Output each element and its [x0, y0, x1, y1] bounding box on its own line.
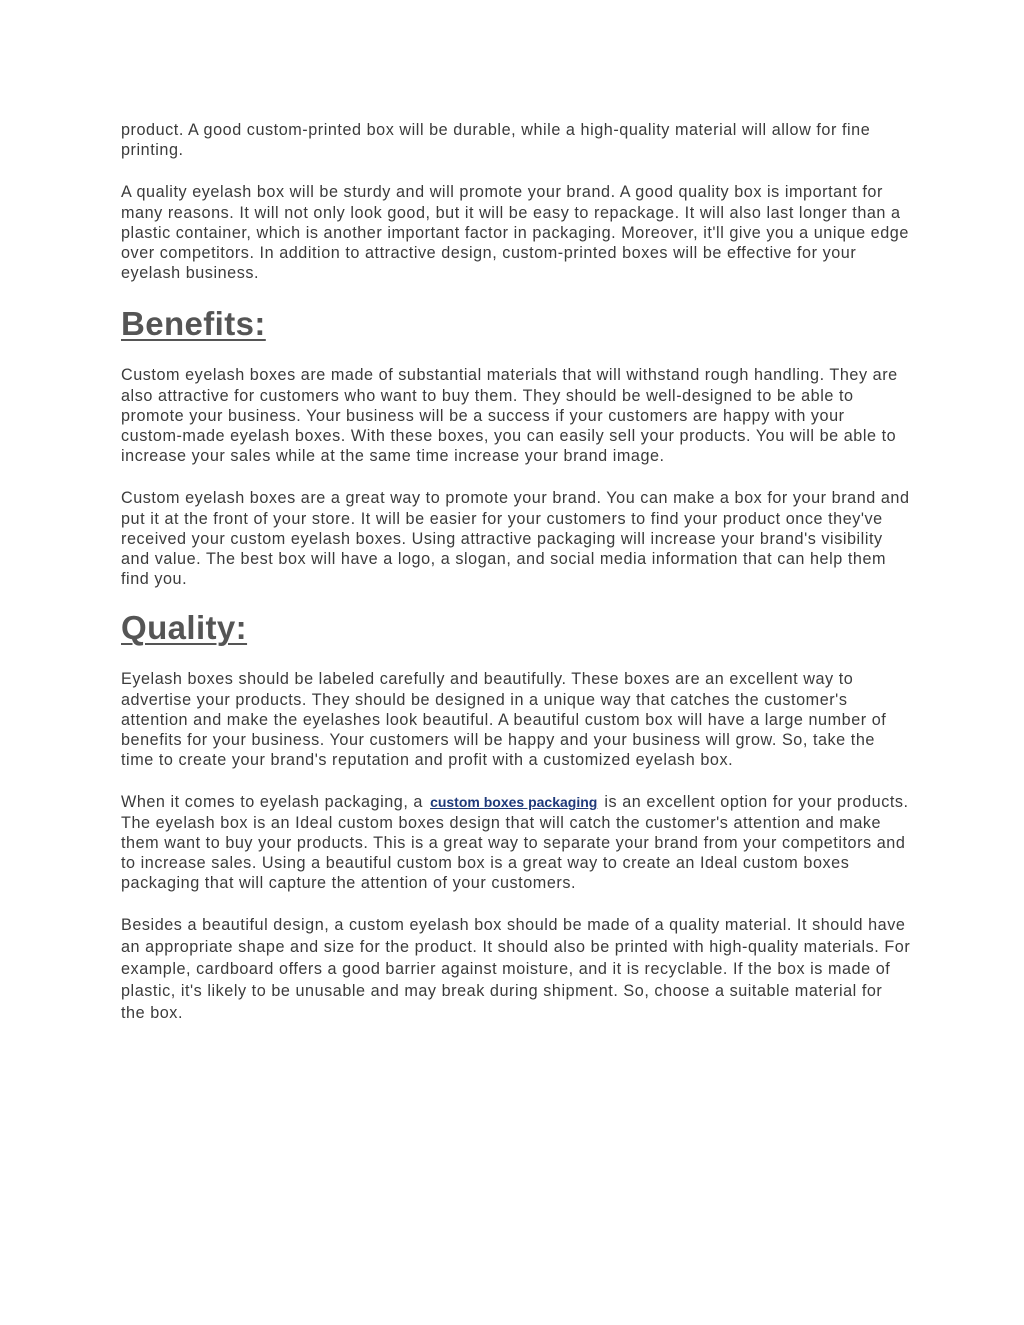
paragraph: A quality eyelash box will be sturdy and will promote your brand. A good quality box is important for many reasons. It will not only look good, but it will be easy to repackage. It will also last longer than a plastic container, which is another important factor in packaging. Moreover, it'll give you a unique edge over competitors. In addition to attractive design, custom-printed boxes will be effective for your eyelash business. [121, 183, 909, 283]
paragraph: Custom eyelash boxes are a great way to promote your brand. You can make a box for your brand and put it at the front of your store. It will be easier for your customers to find your product once they've received your custom eyelash boxes. Using attractive packaging will increase your brand's visibility and value. The best box will have a logo, a slogan, and social media information that can help them find you. [121, 489, 910, 589]
paragraph-text-after-link: is an excellent option for your products. The eyelash box is an Ideal custom boxes design that will catch the customer's attention and make them want to buy your products. This is a great way to separate your brand from your competitors and to increase sales. Using a beautiful custom box is a great way to create an Ideal custom boxes packaging that will capture the attention of your customers. [121, 793, 909, 893]
paragraph: product. A good custom-printed box will be durable, while a high-quality material will allow for fine printing. [121, 121, 871, 160]
section-heading-benefits: Benefits: [121, 305, 266, 343]
paragraph: Eyelash boxes should be labeled carefully and beautifully. These boxes are an excellent way to advertise your products. They should be designed in a unique way that catches the customer's attention and make the eyelashes look beautiful. A beautiful custom box will have a large number of benefits for your business. Your customers will be happy and your business will grow. So, take the time to create your brand's reputation and profit with a customized eyelash box. [121, 670, 887, 770]
section-heading-quality: Quality: [121, 609, 248, 647]
paragraph-text-before-link: When it comes to eyelash packaging, a [121, 793, 423, 812]
document-page [121, 120, 911, 1024]
custom-boxes-packaging-link[interactable]: custom boxes packaging [430, 794, 598, 811]
paragraph-with-link [121, 792, 911, 893]
paragraph: Custom eyelash boxes are made of substantial materials that will withstand rough handling. They are also attractive for customers who want to buy them. They should be well-designed to be able to promote your business. Your business will be a success if your customers are happy with your custom-made eyelash boxes. With these boxes, you can easily sell your products. You will be able to increase your sales while at the same time increase your brand image. [121, 366, 898, 466]
paragraph: Besides a beautiful design, a custom eyelash box should be made of a quality material. It should have an appropriate shape and size for the product. It should also be printed with high-quality materials. For example, cardboard offers a good barrier against moisture, and it is recyclable. If the box is made of plastic, it's likely to be unusable and may break during shipment. So, choose a suitable material for the box. [121, 916, 911, 1022]
